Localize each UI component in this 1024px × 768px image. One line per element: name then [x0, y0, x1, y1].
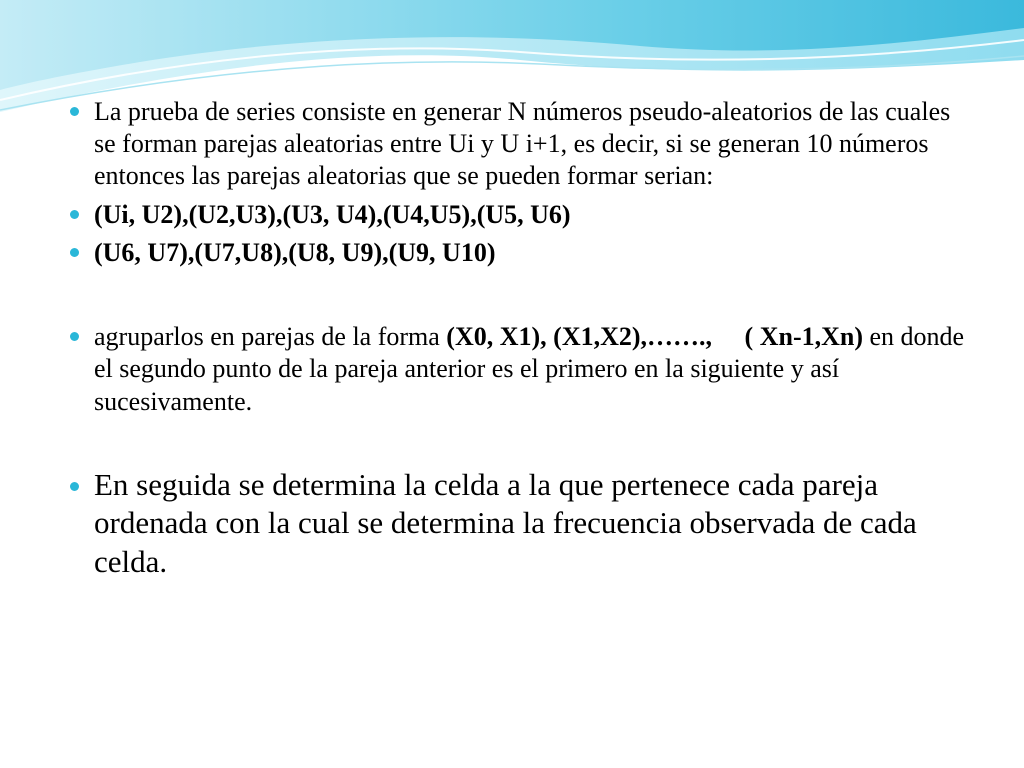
bullet-text-4c: ( Xn-1,Xn)	[744, 322, 863, 352]
bullet-dot-icon	[70, 482, 79, 491]
bullet-text-2: (Ui, U2),(U2,U3),(U3, U4),(U4,U5),(U5, U6)	[94, 199, 571, 229]
bullet-text-1: La prueba de series consiste en generar N números pseudo-aleatorios de las cuales se forman parejas aleatorias entre Ui y U i+1, es decir, si se generan 10 números entonces las parejas aleatorias que se pueden formar serian:	[94, 97, 951, 191]
bullet-text-5: En seguida se determina la celda a la que pertenece cada pareja ordenada con la cual se determina la frecuencia observada de cada celda.	[94, 466, 917, 579]
bullet-text-4b: (X0, X1), (X1,X2),…….,	[446, 322, 713, 352]
bullet-dot-icon	[70, 332, 79, 341]
bullet-item-2	[66, 199, 966, 231]
bullet-list	[66, 96, 966, 581]
bullet-text-4-gap	[712, 322, 745, 351]
bullet-dot-icon	[70, 210, 79, 219]
bullet-text-4d: en donde el segundo punto de la pareja anterior es el primero en la siguiente y así sucesivamente.	[94, 322, 965, 416]
bullet-item-4	[66, 321, 966, 418]
bullet-item-1	[66, 96, 966, 193]
bullet-text-3: (U6, U7),(U7,U8),(U8, U9),(U9, U10)	[94, 237, 496, 267]
bullet-text-4a: agruparlos en parejas de la forma	[94, 322, 447, 352]
bullet-dot-icon	[70, 248, 79, 257]
bullet-item-5	[66, 466, 966, 581]
bullet-item-3	[66, 237, 966, 269]
bullet-dot-icon	[70, 107, 79, 116]
